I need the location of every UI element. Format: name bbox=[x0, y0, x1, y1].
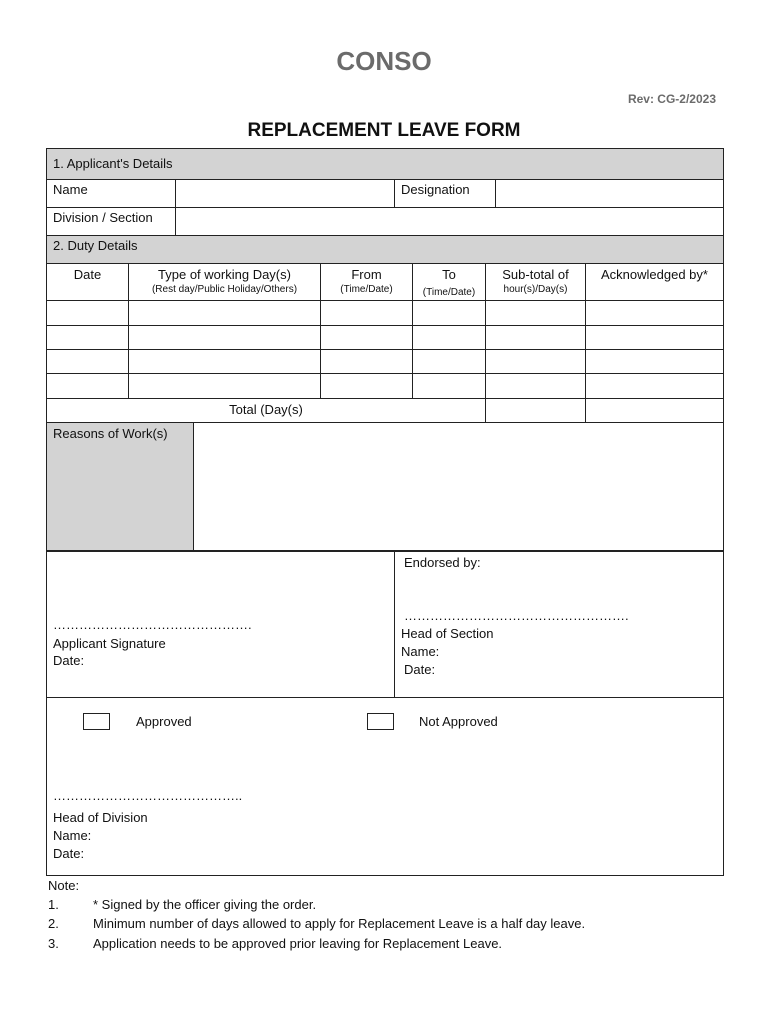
name-label: Name bbox=[53, 182, 88, 197]
col-acknowledged-header: Acknowledged by* bbox=[601, 267, 708, 282]
col-from-header: From bbox=[351, 267, 382, 282]
head-of-division-signature-line[interactable]: …………………………………….. bbox=[53, 788, 243, 803]
col-subtotal-subheader: hour(s)/Day(s) bbox=[503, 284, 568, 295]
note-number-1: 1. bbox=[48, 897, 59, 912]
duty-row-3[interactable] bbox=[47, 350, 723, 373]
duty-row-4[interactable] bbox=[47, 374, 723, 398]
not-approved-label: Not Approved bbox=[419, 714, 498, 729]
note-text-2: Minimum number of days allowed to apply for Replacement Leave is a half day leave. bbox=[93, 916, 586, 931]
approved-checkbox[interactable] bbox=[83, 713, 110, 730]
duty-row-2[interactable] bbox=[47, 326, 723, 349]
head-of-division-date-label: Date: bbox=[53, 846, 85, 861]
company-name: CONSO bbox=[336, 46, 432, 76]
duty-row-1[interactable] bbox=[47, 301, 723, 325]
revision-code: Rev: CG-2/2023 bbox=[627, 92, 716, 106]
section1-heading: 1. Applicant's Details bbox=[53, 156, 173, 171]
name-field[interactable] bbox=[176, 180, 394, 206]
endorsed-by-label: Endorsed by: bbox=[404, 555, 481, 570]
applicant-signature-label: Applicant Signature bbox=[53, 636, 166, 651]
col-type-subheader: (Rest day/Public Holiday/Others) bbox=[151, 284, 298, 295]
col-to-header: To bbox=[442, 267, 456, 282]
col-date-header: Date bbox=[73, 267, 102, 282]
head-of-division-label: Head of Division bbox=[53, 810, 148, 825]
section2-heading-bar bbox=[47, 236, 723, 263]
total-acknowledged-field[interactable] bbox=[586, 399, 723, 422]
note-text-3: Application needs to be approved prior leaving for Replacement Leave. bbox=[93, 936, 503, 951]
head-of-section-name-label: Name: bbox=[401, 644, 440, 659]
division-label: Division / Section bbox=[53, 210, 153, 225]
reasons-label-cell bbox=[47, 423, 193, 550]
head-of-section-signature-line[interactable]: ……………………………………………. bbox=[404, 608, 629, 623]
division-field[interactable] bbox=[176, 208, 723, 234]
head-of-section-date-label: Date: bbox=[404, 662, 436, 677]
applicant-date-label: Date: bbox=[53, 653, 85, 668]
col-to-subheader: (Time/Date) bbox=[422, 287, 476, 298]
col-type-header: Type of working Day(s) bbox=[158, 267, 291, 282]
applicant-signature-line[interactable]: ………………………………………. bbox=[53, 617, 252, 632]
note-number-3: 3. bbox=[48, 936, 59, 951]
designation-label: Designation bbox=[401, 182, 470, 197]
notes-heading: Note: bbox=[48, 878, 80, 893]
reasons-field[interactable] bbox=[194, 423, 723, 550]
col-subtotal-header: Sub-total of bbox=[502, 267, 569, 282]
designation-field[interactable] bbox=[496, 180, 723, 206]
total-days-label: Total (Day(s) bbox=[229, 402, 303, 417]
note-text-1: * Signed by the officer giving the order. bbox=[93, 897, 317, 912]
approved-label: Approved bbox=[136, 714, 192, 729]
head-of-division-name-label: Name: bbox=[53, 828, 92, 843]
col-from-subheader: (Time/Date) bbox=[340, 284, 393, 295]
not-approved-checkbox[interactable] bbox=[367, 713, 394, 730]
reasons-label: Reasons of Work(s) bbox=[53, 426, 168, 441]
form-title: REPLACEMENT LEAVE FORM bbox=[247, 120, 521, 141]
total-subtotal-field[interactable] bbox=[486, 399, 585, 422]
section2-heading: 2. Duty Details bbox=[53, 238, 138, 253]
head-of-section-label: Head of Section bbox=[401, 626, 494, 641]
note-number-2: 2. bbox=[48, 916, 59, 931]
